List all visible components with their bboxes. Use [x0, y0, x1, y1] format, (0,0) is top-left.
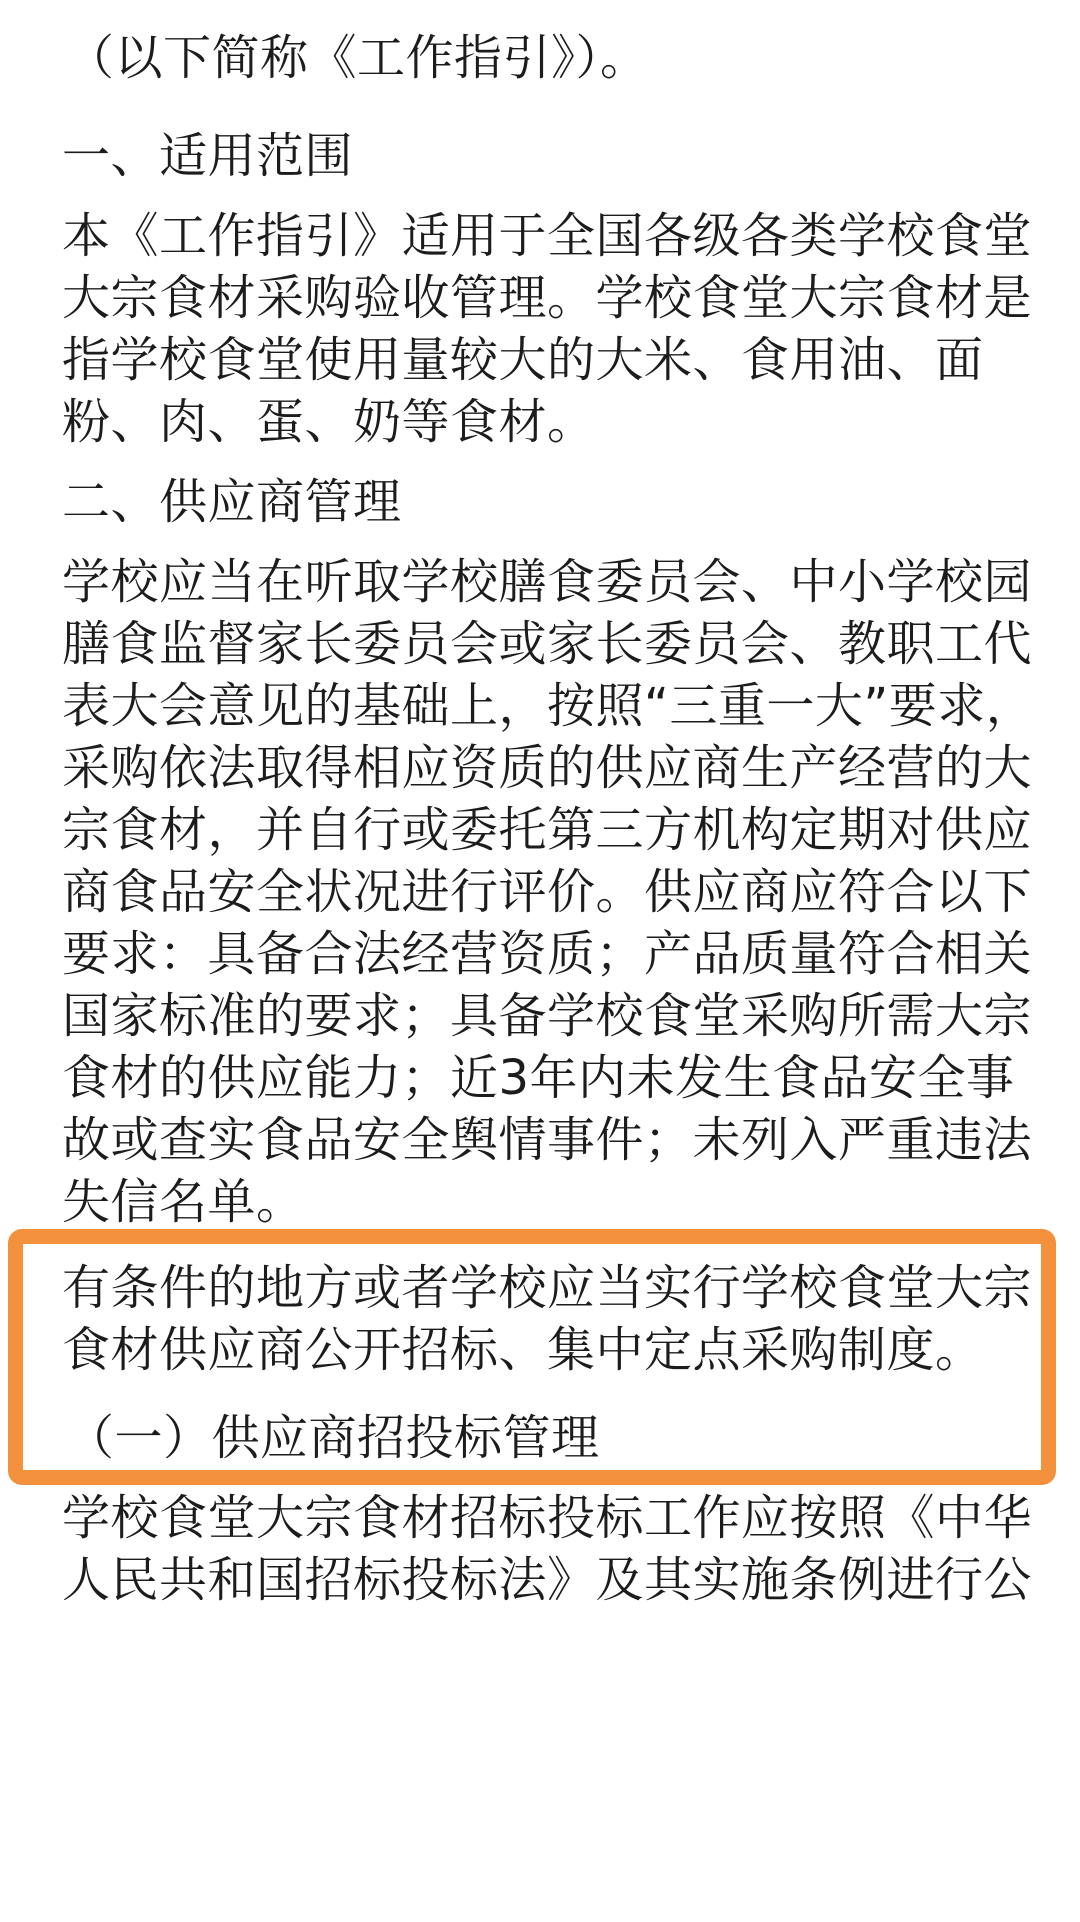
paragraph-line: 学校应当在听取学校膳食委员会、中小学校园: [62, 554, 1033, 610]
paragraph-line: 膳食监督家长委员会或家长委员会、教职工代: [62, 616, 1033, 672]
highlighted-line: 食材的供应能力；近3年内未发生食品安全事: [62, 1050, 1015, 1106]
paragraph-line: 表大会意见的基础上，按照“三重一大”要求，: [62, 678, 1035, 734]
paragraph-line: 食材供应商公开招标、集中定点采购制度。: [62, 1322, 984, 1378]
paragraph-line: 国家标准的要求；具备学校食堂采购所需大宗: [62, 988, 1033, 1044]
section-heading-supplier: 二、供应商管理: [62, 474, 402, 530]
highlighted-line: 失信名单。: [62, 1174, 305, 1230]
paragraph-line: 有条件的地方或者学校应当实行学校食堂大宗: [62, 1260, 1033, 1316]
paragraph-line: 商食品安全状况进行评价。供应商应符合以下: [62, 864, 1033, 920]
paragraph-line: 要求：具备合法经营资质；产品质量符合相关: [62, 926, 1033, 982]
intro-tail-text: （以下简称《工作指引》）。: [66, 30, 649, 86]
section-heading-scope: 一、适用范围: [62, 128, 354, 184]
paragraph-line: 大宗食材采购验收管理。学校食堂大宗食材是: [62, 270, 1033, 326]
paragraph-line: 采购依法取得相应资质的供应商生产经营的大: [62, 740, 1033, 796]
paragraph-line: 本《工作指引》适用于全国各级各类学校食堂: [62, 208, 1033, 264]
paragraph-line: 人民共和国招标投标法》及其实施条例进行公: [62, 1552, 1033, 1608]
paragraph-line: 粉、肉、蛋、奶等食材。: [62, 394, 596, 450]
paragraph-line: 学校食堂大宗食材招标投标工作应按照《中华: [62, 1490, 1033, 1546]
subsection-heading-bidding: （一）供应商招投标管理: [66, 1410, 600, 1466]
highlighted-line: 故或查实食品安全舆情事件；未列入严重违法: [62, 1112, 1033, 1168]
paragraph-line: 指学校食堂使用量较大的大米、食用油、面: [62, 332, 984, 388]
paragraph-line: 宗食材，并自行或委托第三方机构定期对供应: [62, 802, 1033, 858]
